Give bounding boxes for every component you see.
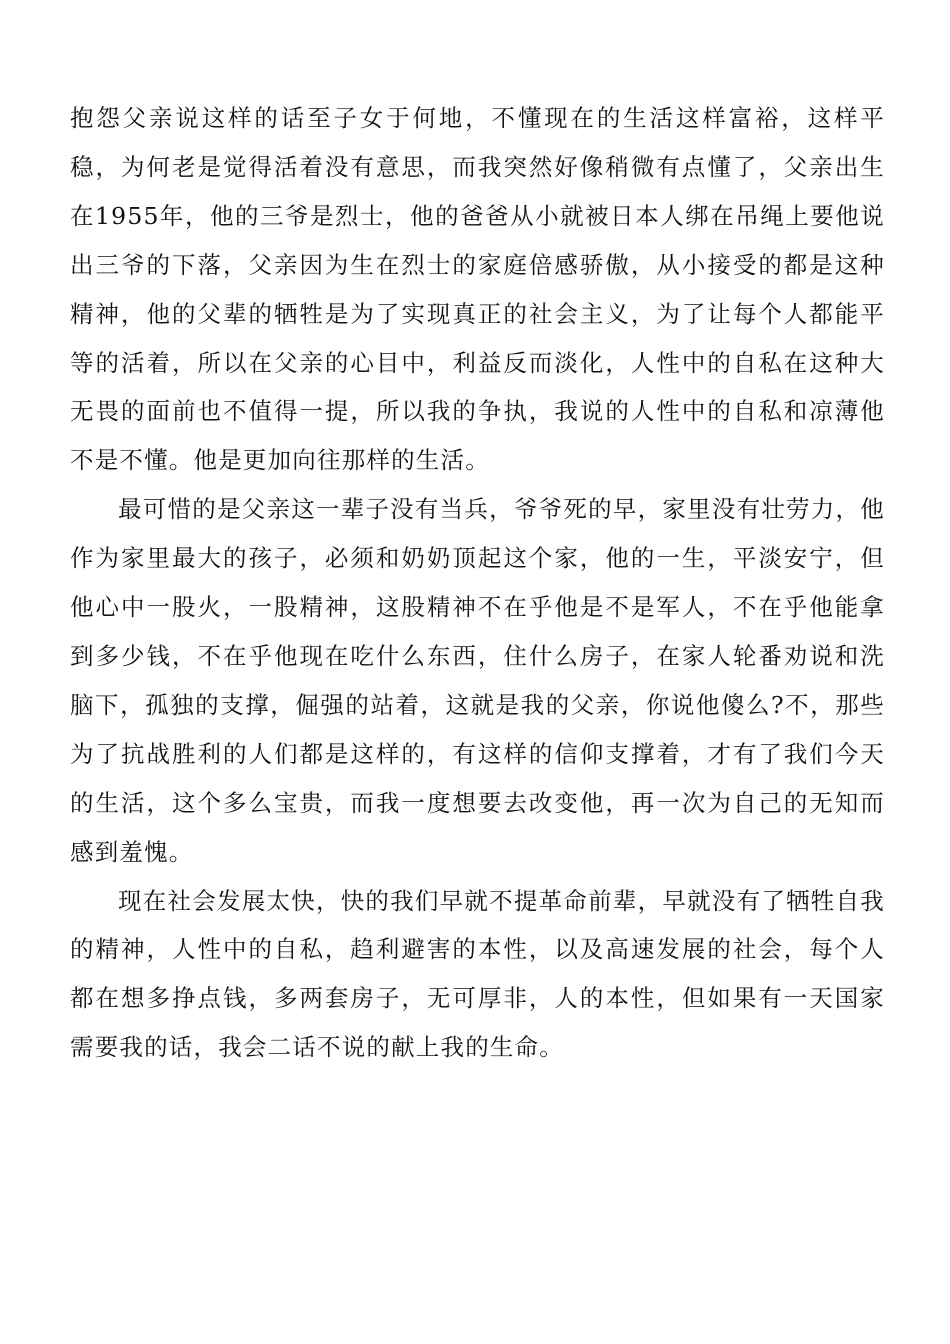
paragraph-3: 现在社会发展太快，快的我们早就不提革命前辈，早就没有了牺牲自我的精神，人性中的自私，趋利避害的本性，以及高速发展的社会，每个人都在想多挣点钱，多两套房子，无可厚非，人的本性，但如果有一天国家需要我的话，我会二话不说的献上我的生命。 — [70, 886, 885, 1062]
document-body — [70, 94, 885, 1072]
paragraph-2: 最可惜的是父亲这一辈子没有当兵，爷爷死的早，家里没有壮劳力，他作为家里最大的孩子，必须和奶奶顶起这个家，他的一生，平淡安宁，但他心中一股火，一股精神，这股精神不在乎他是不是军人，不在乎他能拿到多少钱，不在乎他现在吃什么东西，住什么房子，在家人轮番劝说和洗脑下，孤独的支撑，倔强的站着，这就是我的父亲，你说他傻么?不，那些为了抗战胜利的人们都是这样的，有这样的信仰支撑着，才有了我们今天的生活，这个多么宝贵，而我一度想要去改变他，再一次为自己的无知而感到羞愧。 — [70, 495, 885, 866]
paragraph-1: 抱怨父亲说这样的话至子女于何地，不懂现在的生活这样富裕，这样平稳，为何老是觉得活着没有意思，而我突然好像稍微有点懂了，父亲出生在1955年，他的三爷是烈士，他的爸爸从小就被日本人绑在吊绳上要他说出三爷的下落，父亲因为生在烈士的家庭倍感骄傲，从小接受的都是这种精神，他的父辈的牺牲是为了实现真正的社会主义，为了让每个人都能平等的活着，所以在父亲的心目中，利益反而淡化，人性中的自私在这种大无畏的面前也不值得一提，所以我的争执，我说的人性中的自私和凉薄他不是不懂。他是更加向往那样的生活。 — [70, 104, 885, 475]
